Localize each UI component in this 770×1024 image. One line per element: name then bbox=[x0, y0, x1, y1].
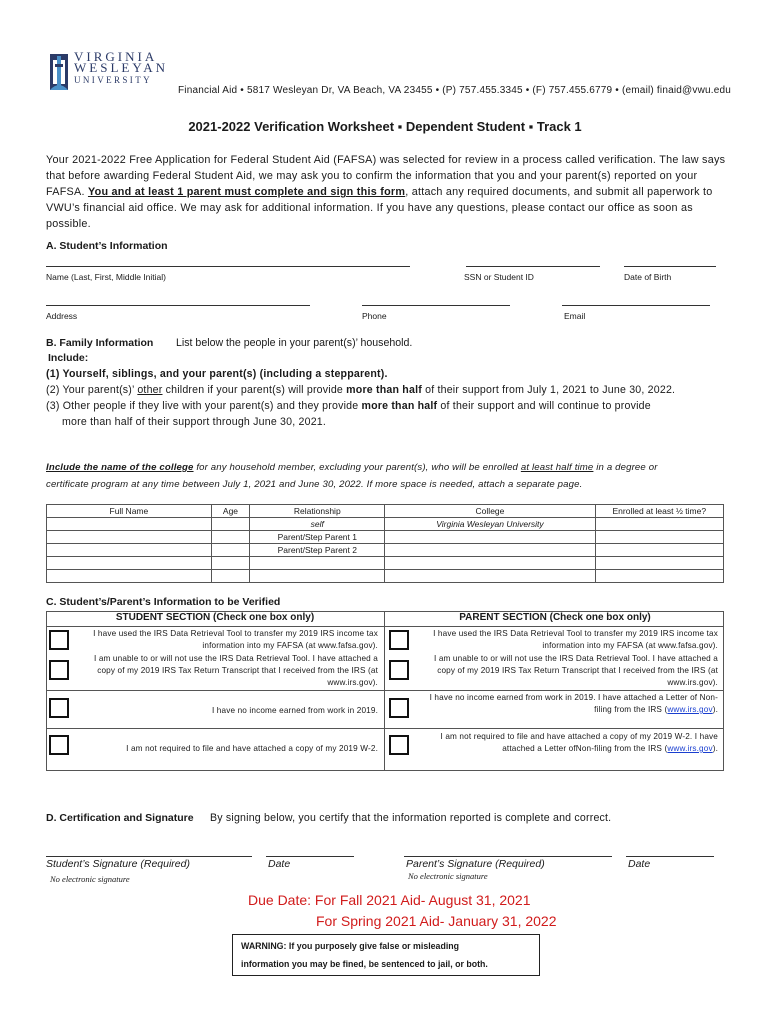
include-label: Include: bbox=[48, 352, 89, 364]
student-no-income-checkbox[interactable] bbox=[49, 698, 69, 718]
household-table-header bbox=[47, 505, 724, 518]
section-c-heading: C. Student’s/Parent’s Information to be Verified bbox=[46, 596, 281, 608]
parent-option-drt: I have used the IRS Data Retrieval Tool to transfer my 2019 IRS income tax information into my FAFSA (at www.fafsa.gov). bbox=[433, 629, 718, 650]
criteria-3-a: (3) Other people if they live with your parent(s) and they provide bbox=[46, 400, 362, 412]
cell-enrolled[interactable] bbox=[595, 557, 723, 570]
student-signature-label: Student’s Signature (Required) bbox=[46, 858, 190, 870]
student-date-line[interactable] bbox=[266, 856, 354, 857]
col-enrolled: Enrolled at least ½ time? bbox=[595, 505, 723, 518]
student-transcript-checkbox[interactable] bbox=[49, 660, 69, 680]
student-date-label: Date bbox=[268, 858, 291, 870]
criteria-3-bold: more than half bbox=[361, 400, 438, 412]
phone-line[interactable] bbox=[362, 305, 510, 306]
parent-no-income-checkbox[interactable] bbox=[389, 698, 409, 718]
email-line[interactable] bbox=[562, 305, 710, 306]
cell-college[interactable] bbox=[385, 557, 595, 570]
parent-section-header: PARENT SECTION (Check one box only) bbox=[459, 612, 651, 623]
criteria-2-a: (2) Your parent(s)’ bbox=[46, 384, 138, 396]
cell-college[interactable] bbox=[385, 544, 595, 557]
warning-line-1: WARNING: If you purposely give false or misleading bbox=[241, 941, 460, 951]
cell-relationship[interactable] bbox=[250, 557, 385, 570]
cell-enrolled[interactable] bbox=[595, 518, 723, 531]
student-option-transcript: I am unable to or will not use the IRS Data Retrieval Tool. I have attached a copy of my 2019 IRS Tax Return Transcript that I received from the IRS (at www.irs.gov). bbox=[93, 654, 378, 687]
address-line[interactable] bbox=[46, 305, 310, 306]
dob-line[interactable] bbox=[624, 266, 716, 267]
student-section-header: STUDENT SECTION (Check one box only) bbox=[115, 612, 315, 623]
criteria-2-other: other bbox=[137, 384, 163, 396]
university-name bbox=[74, 51, 168, 86]
row-divider bbox=[385, 690, 724, 691]
table-row bbox=[47, 570, 724, 583]
name-line[interactable] bbox=[46, 266, 410, 267]
logo-line-3: UNIVERSITY bbox=[74, 75, 152, 85]
parent-option-no-income: I have no income earned from work in 2019. I have attached a Letter of Non-filing from the IRS (www.irs.gov). bbox=[429, 693, 718, 714]
address-label: Address bbox=[46, 311, 78, 321]
dob-label: Date of Birth bbox=[624, 272, 672, 282]
cell-name[interactable] bbox=[47, 570, 212, 583]
table-row bbox=[47, 531, 724, 544]
cell-age[interactable] bbox=[211, 531, 249, 544]
cell-age[interactable] bbox=[211, 557, 249, 570]
parent-drt-checkbox[interactable] bbox=[389, 630, 409, 650]
page-title: 2021-2022 Verification Worksheet ▪ Dependent Student ▪ Track 1 bbox=[188, 119, 582, 134]
student-signature-line[interactable] bbox=[46, 856, 252, 857]
parent-option-transcript: I am unable to or will not use the IRS Data Retrieval Tool. I have attached a copy of my 2019 IRS Tax Return Transcript that I received from the IRS (at www.irs.gov). bbox=[433, 654, 718, 687]
intro-text-2: , attach any required documents, and submit all paperwork to VWU’s financial aid office. We may ask for additional information. If you have any questions, please contact our office as soon as possible. bbox=[46, 186, 713, 230]
cell-age[interactable] bbox=[211, 518, 249, 531]
warning-box bbox=[232, 934, 540, 976]
cell-college[interactable] bbox=[385, 570, 595, 583]
cell-name[interactable] bbox=[47, 531, 212, 544]
college-note-e: certificate program at any time between July 1, 2021 and June 30, 2022. If more space is needed, attach a separate page. bbox=[46, 479, 583, 490]
parent-no-esig: No electronic signature bbox=[408, 871, 488, 881]
parent-option-no-income-text: I have no income earned from work in 2019. I have attached a Letter of Non-filing from the IRS bbox=[429, 693, 718, 714]
section-b-heading: B. Family Information bbox=[46, 337, 154, 349]
table-row bbox=[47, 518, 724, 531]
college-note bbox=[46, 459, 726, 493]
criteria-3-cont: more than half of their support through June 30, 2021. bbox=[62, 416, 327, 428]
email-label: Email bbox=[564, 311, 586, 321]
section-d-heading: D. Certification and Signature bbox=[46, 812, 194, 824]
cell-name[interactable] bbox=[47, 544, 212, 557]
parent-date-label: Date bbox=[628, 858, 651, 870]
section-a-heading: A. Student’s Information bbox=[46, 240, 168, 252]
cell-enrolled[interactable] bbox=[595, 570, 723, 583]
name-label: Name (Last, First, Middle Initial) bbox=[46, 272, 166, 282]
cell-relationship: Parent/Step Parent 1 bbox=[250, 531, 385, 544]
cell-enrolled[interactable] bbox=[595, 531, 723, 544]
row-divider bbox=[46, 690, 384, 691]
college-note-c: at least half time bbox=[520, 462, 594, 473]
parent-signature-line[interactable] bbox=[404, 856, 612, 857]
certification-statement: By signing below, you certify that the information reported is complete and correct. bbox=[210, 812, 612, 824]
intro-text-1: Your 2021-2022 Free Application for Federal Student Aid (FAFSA) was selected for review in a process called verification. The law says that before awarding Federal Student Aid, we may ask you to confirm the information that you and your parent(s) reported on your FAFSA. bbox=[46, 154, 726, 198]
criteria-2 bbox=[46, 382, 736, 398]
col-full-name: Full Name bbox=[47, 505, 212, 518]
criteria-2-c: of their support from July 1, 2021 to June 30, 2022. bbox=[421, 384, 676, 396]
due-date-fall: Due Date: For Fall 2021 Aid- August 31, 2021 bbox=[248, 892, 531, 908]
ssn-label: SSN or Student ID bbox=[464, 272, 534, 282]
cell-name[interactable] bbox=[47, 557, 212, 570]
student-option-not-required: I am not required to file and have attached a copy of my 2019 W-2. bbox=[126, 744, 378, 753]
cell-age[interactable] bbox=[211, 544, 249, 557]
row-divider bbox=[46, 728, 384, 729]
student-not-required-checkbox[interactable] bbox=[49, 735, 69, 755]
cell-college[interactable] bbox=[385, 531, 595, 544]
logo-line-2: WESLEYAN bbox=[74, 60, 169, 75]
student-option-drt: I have used the IRS Data Retrieval Tool to transfer my 2019 IRS income tax information into my FAFSA (at www.fafsa.gov). bbox=[93, 629, 378, 650]
parent-option-not-required-text: I am not required to file and have attached a copy of my 2019 W-2. I have attached a Letter ofNon-filing from the IRS bbox=[440, 732, 718, 753]
cell-enrolled[interactable] bbox=[595, 544, 723, 557]
intro-paragraph bbox=[46, 152, 726, 232]
college-note-d: in a degree or bbox=[593, 462, 658, 473]
due-date-spring: For Spring 2021 Aid- January 31, 2022 bbox=[316, 913, 557, 929]
college-note-a: Include the name of the college bbox=[46, 462, 194, 473]
intro-bold: You and at least 1 parent must complete and sign this form bbox=[87, 186, 406, 198]
col-college: College bbox=[385, 505, 595, 518]
parent-transcript-checkbox[interactable] bbox=[389, 660, 409, 680]
verification-divider bbox=[384, 611, 385, 771]
cell-college: Virginia Wesleyan University bbox=[385, 518, 595, 531]
college-note-b: for any household member, excluding your parent(s), who will be enrolled bbox=[193, 462, 521, 473]
table-row bbox=[47, 557, 724, 570]
col-age: Age bbox=[211, 505, 249, 518]
ssn-line[interactable] bbox=[466, 266, 600, 267]
cell-relationship[interactable] bbox=[250, 570, 385, 583]
criteria-2-b: children if your parent(s) will provide bbox=[162, 384, 347, 396]
warning-line-2: information you may be fined, be sentenced to jail, or both. bbox=[241, 959, 488, 969]
contact-info: Financial Aid • 5817 Wesleyan Dr, VA Beach, VA 23455 • (P) 757.455.3345 • (F) 757.455.6779 • (email) finaid@vwu.edu bbox=[178, 85, 732, 96]
cell-relationship: Parent/Step Parent 2 bbox=[250, 544, 385, 557]
section-b-instruction: List below the people in your parent(s)’ household. bbox=[176, 337, 413, 349]
criteria-3-b: of their support and will continue to provide bbox=[437, 400, 651, 412]
irs-link[interactable]: www.irs.gov bbox=[667, 744, 713, 753]
criteria-2-bold: more than half bbox=[346, 384, 422, 396]
student-drt-checkbox[interactable] bbox=[49, 630, 69, 650]
logo-line-1: VIRGINIA bbox=[74, 49, 158, 64]
criteria-3 bbox=[46, 398, 736, 414]
irs-link[interactable]: www.irs.gov bbox=[667, 705, 713, 714]
header-divider bbox=[46, 626, 724, 627]
student-no-esig: No electronic signature bbox=[50, 874, 130, 884]
parent-not-required-checkbox[interactable] bbox=[389, 735, 409, 755]
household-criteria bbox=[46, 366, 736, 430]
row-divider bbox=[385, 728, 724, 729]
student-option-no-income: I have no income earned from work in 2019. bbox=[211, 706, 378, 715]
table-row bbox=[47, 544, 724, 557]
parent-option-not-required: I am not required to file and have attached a copy of my 2019 W-2. I have attached a Letter ofNon-filing from the IRS (www.irs.gov). bbox=[440, 732, 718, 753]
cell-age[interactable] bbox=[211, 570, 249, 583]
cell-name[interactable] bbox=[47, 518, 212, 531]
household-table bbox=[46, 504, 724, 583]
col-relationship: Relationship bbox=[250, 505, 385, 518]
criteria-1: (1) Yourself, siblings, and your parent(s) (including a stepparent). bbox=[46, 368, 388, 380]
parent-date-line[interactable] bbox=[626, 856, 714, 857]
cell-relationship: self bbox=[250, 518, 385, 531]
parent-signature-label: Parent’s Signature (Required) bbox=[406, 858, 545, 870]
phone-label: Phone bbox=[362, 311, 387, 321]
